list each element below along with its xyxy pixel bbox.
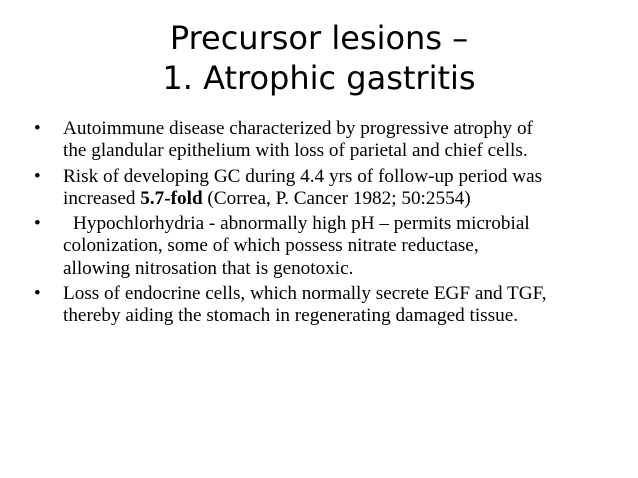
- bullet-text-line: Hypochlorhydria - abnormally high pH – permits microbial: [73, 213, 530, 235]
- bullet-list: [34, 118, 629, 331]
- bullet-dot: •: [34, 118, 41, 139]
- bullet-dot: •: [34, 283, 41, 305]
- bullet-hypochlorhydria: [34, 213, 629, 280]
- bullet-text-line: Autoimmune disease characterized by progressive atrophy of: [63, 118, 533, 139]
- bullet-dot: •: [34, 165, 41, 187]
- bullet-text-line: Risk of developing GC during 4.4 yrs of follow-up period was: [63, 165, 543, 187]
- title-line-2: 1. Atrophic gastritis: [162, 59, 476, 97]
- title-line-1: Precursor lesions –: [169, 19, 469, 57]
- bullet-autoimmune: [34, 118, 629, 163]
- bullet-text-line: thereby aiding the stomach in regenerating damaged tissue.: [63, 305, 519, 327]
- bullet-text-line: allowing nitrosation that is genotoxic.: [63, 257, 354, 279]
- bullet-endocrine: [34, 283, 629, 328]
- bullet-risk: [34, 166, 629, 211]
- fold-value: 5.7-fold: [140, 187, 203, 209]
- bullet-text-line: Loss of endocrine cells, which normally secrete EGF and TGF,: [63, 283, 547, 305]
- bullet-text-line: [63, 188, 629, 210]
- bullet-text-line: colonization, some of which possess nitrate reductase,: [63, 235, 479, 257]
- slide-title: [0, 18, 638, 98]
- citation-text: (Correa, P. Cancer 1982; 50:2554): [202, 187, 471, 209]
- bullet-dot: •: [34, 213, 41, 235]
- bullet-text-line: the glandular epithelium with loss of parietal and chief cells.: [63, 140, 528, 162]
- text-increased: increased: [63, 187, 141, 209]
